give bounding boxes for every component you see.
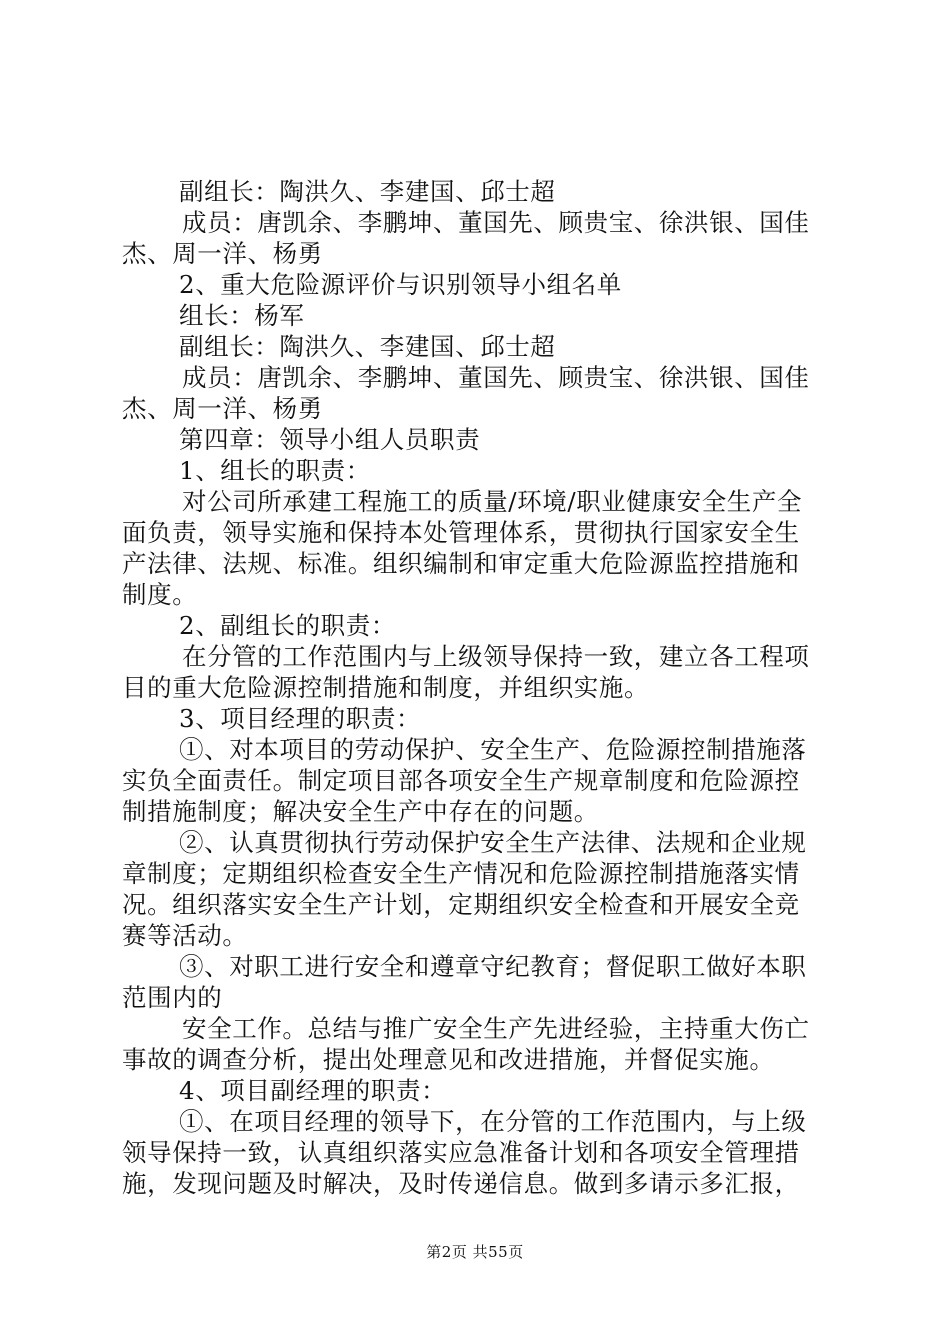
text-line: 在分管的工作范围内与上级领导保持一致，建立各工程项	[182, 642, 810, 671]
text-line: 杰、周一洋、杨勇	[122, 394, 323, 423]
text-line: 实负全面责任。制定项目部各项安全生产规章制度和危险源控	[122, 766, 800, 795]
text-line: ①、对本项目的劳动保护、安全生产、危险源控制措施落	[179, 735, 807, 764]
text-line: ①、在项目经理的领导下，在分管的工作范围内，与上级	[179, 1107, 807, 1136]
text-line: 施，发现问题及时解决，及时传递信息。做到多请示多汇报，	[122, 1169, 800, 1198]
text-line: 赛等活动。	[122, 921, 248, 950]
text-line: 产法律、法规、标准。组织编制和审定重大危险源监控措施和	[122, 549, 800, 578]
text-line: 副组长：陶洪久、李建国、邱士超	[179, 332, 556, 361]
text-line: 范围内的	[122, 983, 223, 1012]
text-line: 制度。	[122, 580, 198, 609]
text-line: ②、认真贯彻执行劳动保护安全生产法律、法规和企业规	[179, 828, 807, 857]
text-line: 事故的调查分析，提出处理意见和改进措施，并督促实施。	[122, 1045, 775, 1074]
text-line: ③、对职工进行安全和遵章守纪教育；督促职工做好本职	[179, 952, 807, 981]
page-number: 第2页 共55页	[426, 1243, 524, 1261]
text-line: 3、项目经理的职责：	[179, 704, 422, 733]
text-line: 面负责，领导实施和保持本处管理体系，贯彻执行国家安全生	[122, 518, 800, 547]
text-line: 对公司所承建工程施工的质量/环境/职业健康安全生产全	[182, 487, 803, 516]
text-line: 安全工作。总结与推广安全生产先进经验，主持重大伤亡	[182, 1014, 810, 1043]
text-line: 组长：杨军	[179, 301, 305, 330]
chapter-heading: 第四章：领导小组人员职责	[179, 425, 481, 454]
text-line: 领导保持一致，认真组织落实应急准备计划和各项安全管理措	[122, 1138, 800, 1167]
text-line: 成员：唐凯余、李鹏坤、董国先、顾贵宝、徐洪银、国佳	[182, 208, 810, 237]
text-line: 制措施制度；解决安全生产中存在的问题。	[122, 797, 599, 826]
text-line: 2、副组长的职责：	[179, 611, 396, 640]
text-line: 章制度；定期组织检查安全生产情况和危险源控制措施落实情	[122, 859, 800, 888]
text-line: 2、重大危险源评价与识别领导小组名单	[179, 270, 622, 299]
text-line: 况。组织落实安全生产计划，定期组织安全检查和开展安全竞	[122, 890, 800, 919]
text-line: 4、项目副经理的职责：	[179, 1076, 447, 1105]
text-line: 杰、周一洋、杨勇	[122, 239, 323, 268]
text-line: 成员：唐凯余、李鹏坤、董国先、顾贵宝、徐洪银、国佳	[182, 363, 810, 392]
text-line: 1、组长的职责：	[179, 456, 371, 485]
text-line: 副组长：陶洪久、李建国、邱士超	[179, 177, 556, 206]
text-line: 目的重大危险源控制措施和制度，并组织实施。	[122, 673, 650, 702]
